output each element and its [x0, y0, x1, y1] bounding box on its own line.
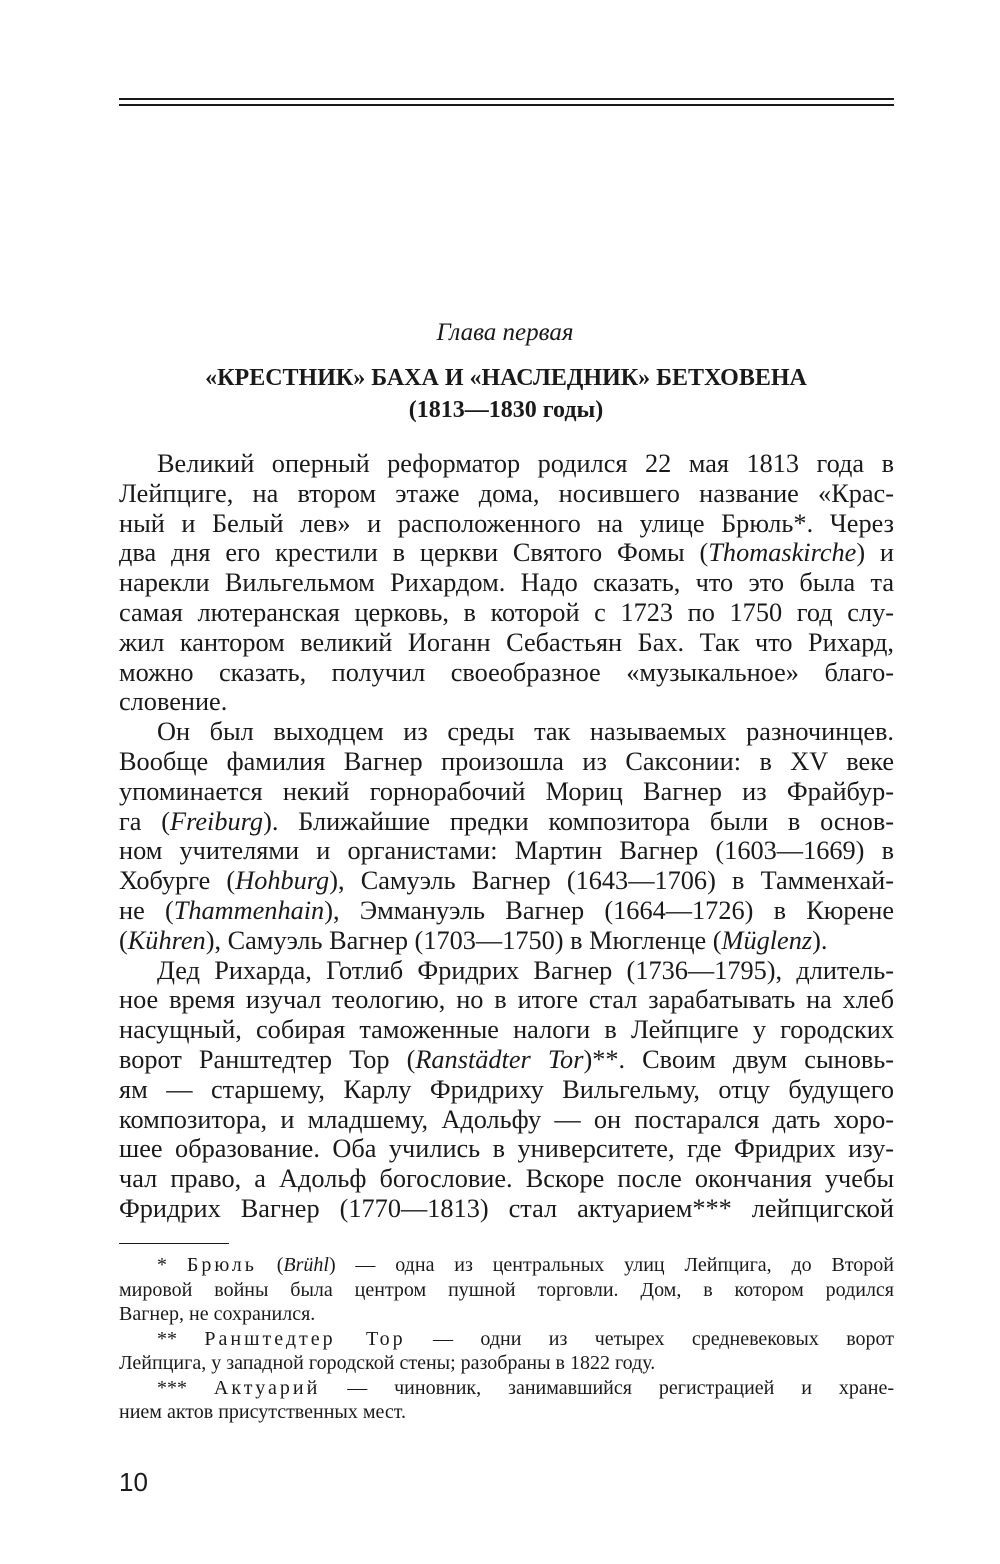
chapter-label: Глава первая — [436, 319, 574, 346]
text-segment: ), Самуэль Вагнер (1703—1750) в Мюгленце ( — [205, 925, 722, 955]
text-segment: ( — [119, 925, 128, 955]
text-segment: ), Эммануэль Вагнер (1664—1726) в Кюрене — [324, 895, 895, 925]
footnote-line: нием актов присутственных мест. — [119, 1401, 407, 1423]
text-segment: ) — одна из центральных улиц Лейпцига, до Второй — [328, 1254, 895, 1276]
header-rule-top — [119, 98, 894, 100]
text-segment: ) и — [856, 538, 894, 568]
text-line: Великий оперный реформатор родился 22 мая 1813 года в — [157, 449, 894, 478]
foreign-term: Freiburg — [170, 806, 264, 836]
text-line — [119, 896, 894, 926]
footnote-line — [119, 1376, 894, 1401]
footnote-mark: ** — [157, 1327, 205, 1350]
text-segment: не ( — [119, 895, 174, 925]
text-segment: два дня его крестили в церкви Святого Фомы ( — [119, 538, 709, 568]
text-line: Фридрих Вагнер (1770—1813) стал актуарием*** лейпцигской — [119, 1193, 894, 1223]
foreign-term: Thomaskirche — [708, 538, 857, 568]
header-rule-bottom — [119, 104, 894, 106]
footnote-mark: *** — [157, 1376, 214, 1399]
text-segment: ). — [812, 925, 828, 955]
footnote-line: Лейпцига, у западной городской стены; разобраны в 1822 году. — [119, 1352, 656, 1374]
text-line: Он был выходцем из среды так называемых разночинцев. — [157, 717, 894, 747]
text-line: самая лютеранская церковь, в которой с 1723 по 1750 год слу- — [119, 597, 894, 627]
footnote-line: мировой войны была центром пушной торговли. Дом, в котором родился — [119, 1278, 894, 1301]
text-line: композитора, и младшему, Адольфу — он постарался дать хоро- — [119, 1104, 894, 1134]
text-line — [119, 807, 894, 837]
footnotes — [119, 1253, 894, 1425]
text-line: ное время изучал теологию, но в итоге стал зарабатывать на хлеб — [119, 985, 894, 1015]
footnote-separator — [119, 1243, 229, 1244]
footnote-mark: * — [157, 1254, 187, 1276]
foreign-term: Thammenhain — [173, 895, 325, 925]
foreign-term: Hohburg — [235, 866, 330, 896]
text-line: Вообще фамилия Вагнер произошла из Саксонии: в XV веке — [119, 746, 894, 776]
text-segment: ), Самуэль Вагнер (1643—1706) в Тамменхай- — [329, 866, 894, 896]
text-line: можно сказать, получил своеобразное «музыкальное» благо- — [119, 657, 894, 687]
text-line: жил кантором великий Иоганн Себастьян Бах. Так что Рихард, — [119, 627, 894, 657]
text-line: ный и Белый лев» и расположенного на улице Брюль*. Через — [119, 508, 894, 538]
footnote-term: Брюль — [186, 1254, 257, 1276]
footnote-line: Вагнер, не сохранился. — [119, 1303, 316, 1325]
chapter-title — [0, 362, 1000, 426]
text-line: упоминается некий горнорабочий Мориц Вагнер из Фрайбур- — [119, 776, 894, 806]
foreign-term: Brühl — [283, 1254, 329, 1276]
text-line — [119, 1045, 894, 1075]
foreign-term: Müglenz — [721, 925, 813, 955]
text-segment: — одни из четырех средневековых ворот — [405, 1327, 894, 1350]
text-segment: ( — [256, 1254, 284, 1276]
text-line: шее образование. Оба учились в университете, где Фридрих изу- — [119, 1134, 894, 1164]
text-segment: ворот Ранштедтер Тор ( — [119, 1044, 416, 1074]
text-line: Дед Рихарда, Готлиб Фридрих Вагнер (1736—1795), длитель- — [157, 955, 894, 985]
text-line: чал право, а Адольф богословие. Вскоре после окончания учебы — [119, 1164, 894, 1194]
body-text — [119, 449, 894, 1224]
text-segment: Хобурге ( — [119, 866, 236, 896]
chapter-title-years: (1813—1830 годы) — [408, 397, 604, 423]
text-line — [119, 926, 894, 956]
foreign-term: Kühren — [127, 925, 206, 955]
footnote-line — [119, 1327, 894, 1352]
text-line — [119, 866, 894, 896]
foreign-term: Ranstädter Tor — [415, 1044, 584, 1074]
text-line — [119, 538, 894, 568]
text-line: насущный, собирая таможенные налоги в Лейпциге у городских — [119, 1015, 894, 1045]
text-line: ям — старшему, Карлу Фридриху Вильгельму, отцу будущего — [119, 1074, 894, 1104]
footnote-term: Ранштедтер Тор — [204, 1327, 406, 1350]
text-line: нарекли Вильгельмом Рихардом. Надо сказать, что это была та — [119, 568, 894, 598]
footnote-term: Актуарий — [213, 1376, 321, 1399]
footnote-line — [119, 1253, 894, 1278]
text-segment: )**. Своим двум сыновь- — [583, 1044, 895, 1074]
text-segment: — чиновник, занимавшийся регистрацией и хране- — [320, 1376, 895, 1399]
chapter-title-main: «КРЕСТНИК» БАХА И «НАСЛЕДНИК» БЕТХОВЕНА — [205, 365, 807, 391]
text-segment: га ( — [119, 806, 171, 836]
page-number: 10 — [119, 1467, 148, 1497]
text-segment: ). Ближайшие предки композитора были в основ- — [263, 806, 894, 836]
text-line: ном учителями и органистами: Мартин Вагнер (1603—1669) в — [119, 836, 894, 866]
text-line: словение. — [119, 687, 228, 717]
text-line: Лейпциге, на втором этаже дома, носившего название «Крас- — [119, 478, 894, 508]
